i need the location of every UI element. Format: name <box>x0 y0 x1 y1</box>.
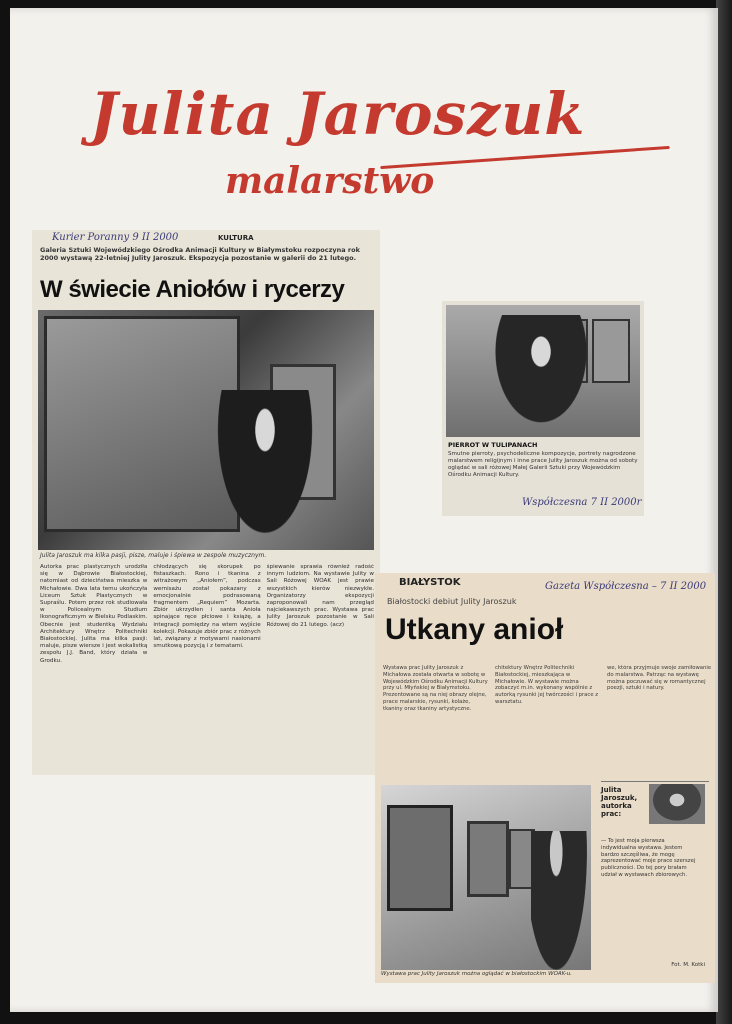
book-binding <box>716 0 732 1024</box>
article-columns <box>40 564 374 764</box>
artist-thumbnail <box>649 784 705 824</box>
page-subtitle: malarstwo <box>225 160 435 202</box>
caption-text: Smutne pierroty, psychodeliczne kompozycje, portrety nagrodzone malarstwem religijnym i inne prace Julity Jaroszuk można od soboty oglądać w sali różowej Małej Galerii Sztuki przy Wojewódzkim Ośrodku Animacji Kultury. <box>448 451 638 478</box>
article-subtitle: Białostocki debiut Julity Jaroszuk <box>387 597 517 606</box>
article-column: śpiewanie sprawia również radość innym ludziom. Na wystawie Julity w Sali Różowej WOAK jest prawie wszystkich kierów niezwykłe. Organizatorzy ekspozycji zaproponowali nam przegląd najciekawszych prac. Wystawa prac Julity Jaroszuk pozostanie w Sali Różowej do 21 lutego. (acz) <box>266 564 374 628</box>
painting-image <box>387 805 453 911</box>
clipping-gazeta-wspolczesna <box>375 573 715 983</box>
section-label: KULTURA <box>218 234 254 242</box>
article-columns <box>383 665 713 780</box>
photo-caption: Wystawa prac Julity Jaroszuk można oglądać w białostockim WOAK-u. <box>381 971 572 977</box>
artist-portrait <box>486 315 596 437</box>
article-column: we, która przyjmuje swoje zamiłowanie do malarstwa. Patrząc na wystawę można poczuwać się w romantycznej poezji, sztuki i natury. <box>607 665 712 692</box>
article-photo <box>38 310 374 550</box>
sidebar-text: — To jest moja pierwsza indywidualna wystawa. Jestem bardzo szczęśliwa, że mogę zaprezentować moje prace szerszej publiczności. Do tej pory brałam udział w wystawach zbiorowych. <box>601 838 696 878</box>
article-headline: W świecie Aniołów i rycerzy <box>40 276 345 303</box>
page-title: Julita Jaroszuk <box>90 80 586 148</box>
handwritten-source: Współczesna 7 II 2000r <box>522 497 642 508</box>
clipping-kurier-poranny <box>32 230 380 775</box>
handwritten-source: Kurier Poranny 9 II 2000 <box>52 232 179 243</box>
article-kicker: Galeria Sztuki Wojewódzkiego Ośrodka Animacji Kultury w Białymstoku rozpoczyna rok 2000 wystawą 22-letniej Julity Jaroszuk. Ekspozycja pozostanie w galerii do 21 lutego. <box>40 246 360 262</box>
quote-sidebar <box>601 781 709 972</box>
article-column: Autorka prac plastycznych urodziła się w Dąbrowie Białostockiej, natomiast od dzieciństwa mieszka w Michałowie. Dwa lata temu ukończyła Liceum Sztuk Plastycznych w Supraślu. Potem przez rok studiowała w Policealnym Studium Ikonograficznym w Bielsku Podlaskim. Obecnie jest studentką Wydziału Architektury Wnętrz Politechniki Białostockiej. Julita ma kilka pasji: maluje, pisze wiersze i jest wokalistką zespołu J.J. Band, który działa w Grodku. <box>40 564 148 664</box>
article-column: chłodzących się skorupek po fistaszkach. Rono i tkanina z witrażowym „Aniołem”, podczas wernisażu został pokazany z emocjonalnie podrasowaną fragmentem „Requiem” Mozarta. Zbiór ukrzydlen i santa Anioła spinające ręce płciowe i książę, a integracji pomiędzy na wtem wyjście kolekcji. Pokazuje zbiór prac z różnych lat, związany z motywami nasionami smutkową pozycją i z tematami. <box>153 564 261 650</box>
clipping-photo-pierrot <box>442 301 644 516</box>
photo-credit: Fot. M. Kotki <box>671 962 705 968</box>
handwritten-source: Gazeta Współczesna – 7 II 2000 <box>545 581 707 592</box>
painting-image <box>467 821 509 897</box>
artist-portrait <box>210 390 320 550</box>
article-photo <box>446 305 640 437</box>
painting-image <box>592 319 630 383</box>
photo-caption: Julita Jaroszuk ma kilka pasji, pisze, maluje i śpiewa w zespole muzycznym. <box>40 552 267 559</box>
album-page <box>10 8 718 1012</box>
region-label: BIAŁYSTOK <box>399 577 461 588</box>
exhibition-photo <box>381 785 591 970</box>
visitor-figure <box>531 831 587 970</box>
caption-title: PIERROT W TULIPANACH <box>448 441 538 449</box>
article-column: chitektury Wnętrz Politechniki Białostockiej, mieszkająca w Michałowie. W wystawie można zobaczyć m.in. wykonany wspólnie z autorką rysunki jej twórczości i prace z warsztatu. <box>495 665 599 705</box>
sidebar-heading: Julita Jaroszuk, autorka prac: <box>601 786 638 818</box>
article-column: Wystawa prac Julity Jaroszuk z Michałowa została otwarta w sobotę w Wojewódzkim Ośrodku Animacji Kultury przy ul. Młyńskiej w Białymstoku. Prezentowane są na niej obrazy olejne, prace malarskie, rysunki, kolaże, tkaniny oraz tkaniny artystyczne. <box>383 665 488 712</box>
article-headline: Utkany anioł <box>385 613 564 646</box>
